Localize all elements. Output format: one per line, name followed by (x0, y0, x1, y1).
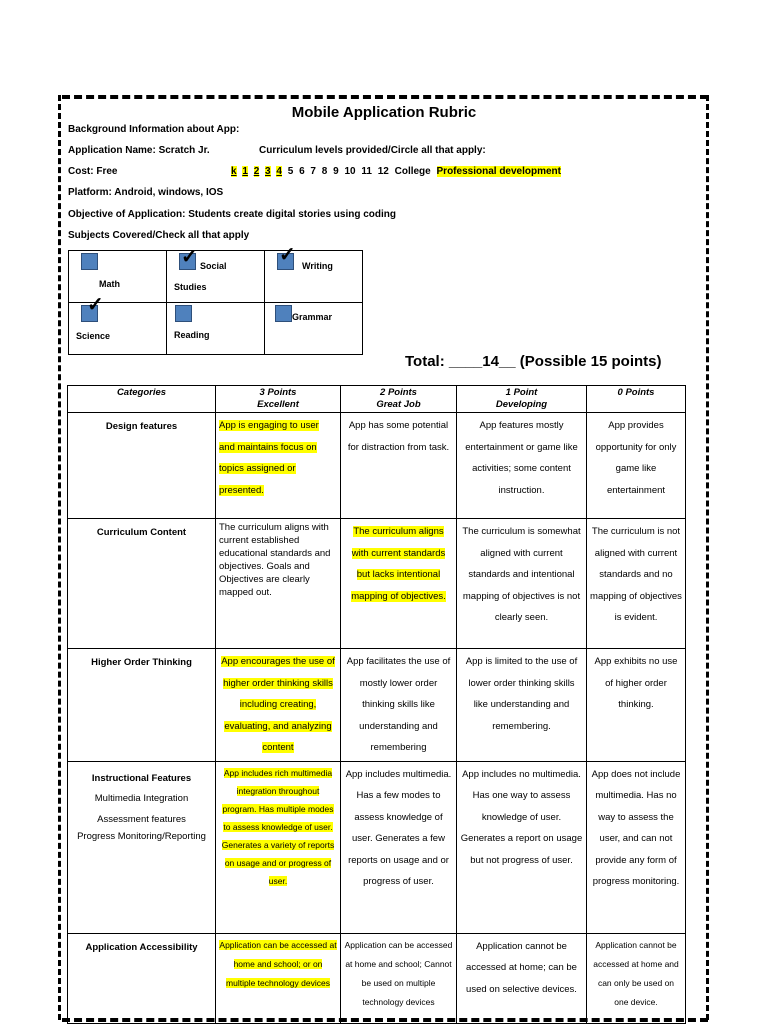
checkmark-icon: ✓ (279, 244, 296, 266)
rubric-row-curriculum-content (68, 519, 686, 649)
level-professional-development[interactable]: Professional development (436, 166, 561, 177)
cell-3-points[interactable]: Application can be accessed at home and school; or on multiple technology devices (216, 933, 341, 1023)
header-3-points: 3 Points Excellent (216, 386, 341, 413)
platform-label: Platform: Android, windows, IOS (68, 187, 224, 198)
cell-3-points[interactable]: App encourages the use of higher order thinking skills including creating, evaluating, and analyzing content (216, 649, 341, 762)
subitem-multimedia: Multimedia Integration (94, 792, 189, 804)
cell-0-points[interactable]: App exhibits no use of higher order thinking. (587, 649, 686, 762)
subject-label: Math (99, 279, 120, 289)
header-2-points: 2 Points Great Job (341, 386, 457, 413)
rubric-row-higher-order-thinking (68, 649, 686, 762)
level-10[interactable]: 10 (344, 166, 356, 177)
level-4[interactable]: 4 (276, 166, 282, 177)
rubric-table (67, 385, 686, 1024)
cell-3-points[interactable]: The curriculum aligns with current established educational standards and objectives. Goals and Objectives are clearly mapped out. (216, 519, 341, 649)
total-score: Total: ____14__ (Possible 15 points) (405, 353, 662, 370)
category-label: Application Accessibility (68, 933, 216, 1023)
subject-label: Grammar (292, 312, 333, 322)
level-3[interactable]: 3 (265, 166, 271, 177)
frame-border-top (62, 95, 708, 99)
app-name-label: Application Name: Scratch Jr. (68, 145, 210, 156)
cell-1-point[interactable]: App is limited to the use of lower order thinking skills like understanding and remembering. (457, 649, 587, 762)
category-label: Higher Order Thinking (68, 649, 216, 762)
subject-cell-science[interactable] (69, 294, 167, 355)
cell-1-point[interactable]: The curriculum is somewhat aligned with current standards and intentional mapping of objectives is not clearly seen. (457, 519, 587, 649)
frame-border-right (706, 95, 709, 1020)
subject-cell-grammar[interactable] (265, 303, 363, 355)
cell-2-points[interactable]: The curriculum aligns with current standards but lacks intentional mapping of objectives. (341, 519, 457, 649)
subjects-prompt: Subjects Covered/Check all that apply (68, 230, 250, 241)
cell-1-point[interactable]: App features mostly entertainment or game like activities; some content instruction. (457, 413, 587, 519)
objective-label: Objective of Application: Students create digital stories using coding (68, 209, 397, 220)
level-6[interactable]: 6 (299, 166, 305, 177)
cost-label: Cost: Free (68, 166, 118, 177)
subject-label-line2: Studies (174, 282, 207, 292)
curriculum-levels (231, 166, 564, 177)
cell-1-point[interactable]: App includes no multimedia. Has one way to assess knowledge of user. Generates a report on usage but not progress of user. (457, 761, 587, 933)
cell-2-points[interactable]: Application can be accessed at home and school; Cannot be used on multiple technology devices (341, 933, 457, 1023)
category-label: Instructional Features (91, 772, 192, 784)
level-k[interactable]: k (231, 166, 237, 177)
level-12[interactable]: 12 (377, 166, 389, 177)
rubric-row-instructional-features (68, 761, 686, 933)
rubric-header-row (68, 386, 686, 413)
subject-label: Writing (302, 261, 333, 271)
level-5[interactable]: 5 (287, 166, 294, 177)
checkmark-icon: ✓ (87, 294, 104, 316)
level-1[interactable]: 1 (242, 166, 248, 177)
curriculum-levels-prompt: Curriculum levels provided/Circle all that apply: (259, 145, 486, 156)
subject-cell-social-studies[interactable] (167, 246, 265, 303)
cell-3-points[interactable]: App is engaging to user and maintains focus on topics assigned or presented. (216, 413, 341, 519)
frame-border-left (58, 95, 61, 1020)
level-8[interactable]: 8 (321, 166, 328, 177)
level-9[interactable]: 9 (333, 166, 339, 177)
level-11[interactable]: 11 (361, 166, 372, 177)
subject-cell-math[interactable] (69, 251, 167, 303)
subject-cell-writing[interactable] (265, 244, 363, 303)
header-0-points: 0 Points (587, 386, 686, 413)
subitem-progress: Progress Monitoring/Reporting (77, 830, 206, 842)
header-1-point: 1 Point Developing (457, 386, 587, 413)
category-label: Curriculum Content (68, 519, 216, 649)
header-categories: Categories (68, 386, 216, 413)
cell-3-points[interactable]: App includes rich multimedia integration throughout program. Has multiple modes to assess knowledge of user. Generates a variety of reports on usage and or progress of user. (216, 761, 341, 933)
cell-0-points[interactable]: App provides opportunity for only game like entertainment (587, 413, 686, 519)
background-label: Background Information about App: (68, 124, 240, 135)
page-title: Mobile Application Rubric (291, 104, 477, 121)
checkbox-icon[interactable] (81, 253, 98, 270)
subject-cell-reading[interactable] (167, 303, 265, 355)
subject-label: Social (200, 261, 227, 271)
cell-1-point[interactable]: Application cannot be accessed at home; can be used on selective devices. (457, 933, 587, 1023)
checkbox-icon[interactable] (275, 305, 292, 322)
subjects-grid (68, 244, 363, 355)
level-2[interactable]: 2 (253, 166, 260, 177)
category-label: Design features (68, 413, 216, 519)
level-7[interactable]: 7 (310, 166, 316, 177)
cell-2-points[interactable]: App includes multimedia. Has a few modes to assess knowledge of user. Generates a few reports on usage and or progress of user. (341, 761, 457, 933)
checkbox-icon[interactable] (175, 305, 192, 322)
subitem-assessment: Assessment features (97, 813, 186, 825)
subject-label: Reading (174, 330, 210, 340)
checkmark-icon: ✓ (181, 246, 198, 268)
level-college[interactable]: College (394, 166, 431, 177)
cell-0-points[interactable]: App does not include multimedia. Has no way to assess the user, and can not provide any form of progress monitoring. (587, 761, 686, 933)
subject-label: Science (76, 331, 111, 341)
cell-0-points[interactable]: The curriculum is not aligned with current standards and no mapping of objectives is evident. (587, 519, 686, 649)
rubric-row-application-accessibility (68, 933, 686, 1023)
cell-2-points[interactable]: App facilitates the use of mostly lower order thinking skills like understanding and remembering (341, 649, 457, 762)
cell-0-points[interactable]: Application cannot be accessed at home and can only be used on one device. (587, 933, 686, 1023)
category-cell (68, 761, 216, 933)
cell-2-points[interactable]: App has some potential for distraction from task. (341, 413, 457, 519)
rubric-row-design-features (68, 413, 686, 519)
